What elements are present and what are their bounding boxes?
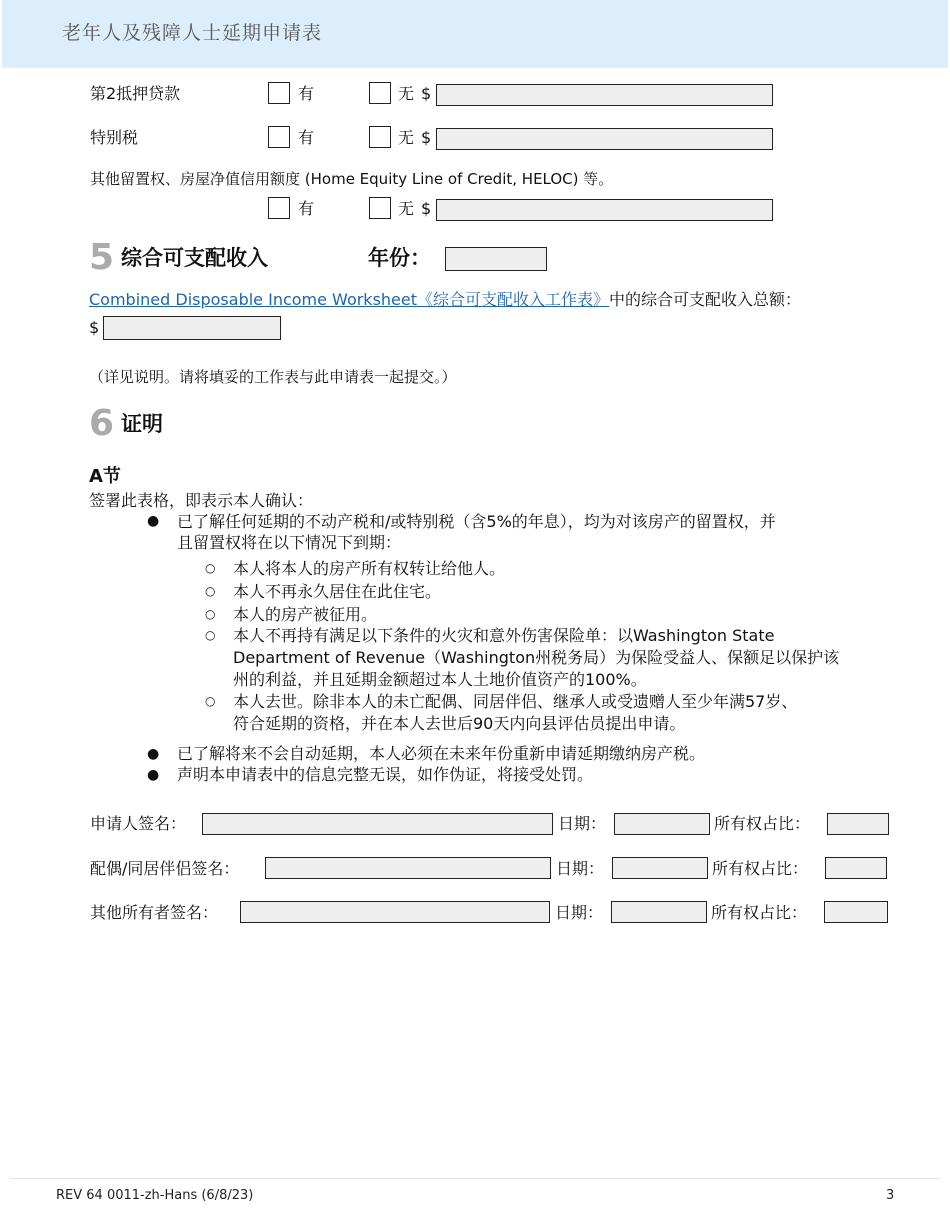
ownership-label: 所有权占比： [714, 814, 811, 833]
section-5-number: 5 [89, 237, 115, 278]
sub-item-5-line-1: 本人去世。除非本人的未亡配偶、同居伴侣、继承人或受遗赠人至少年满57岁、 [233, 692, 798, 711]
worksheet-line [89, 290, 801, 310]
special-tax-yes-checkbox[interactable] [268, 126, 290, 148]
year-label: 年份： [368, 246, 431, 270]
certification-intro: 签署此表格，即表示本人确认： [89, 491, 314, 510]
sub-item-1: 本人将本人的房产所有权转让给他人。 [233, 559, 506, 578]
no-label: 无 [398, 128, 415, 147]
section-5-title: 综合可支配收入 [121, 246, 268, 270]
worksheet-note: （详见说明。请将填妥的工作表与此申请表一起提交。） [89, 368, 457, 386]
yes-label: 有 [298, 199, 315, 218]
sub-item-2: 本人不再永久居住在此住宅。 [233, 582, 442, 601]
bullet-1-line-2: 且留置权将在以下情况下到期： [177, 533, 402, 552]
other-liens-label: 其他留置权、房屋净值信用额度 (Home Equity Line of Credit, HELOC) 等。 [90, 170, 614, 188]
worksheet-total-text: 中的综合可支配收入总额： [609, 290, 802, 309]
applicant-signature-label: 申请人签名： [90, 814, 187, 833]
currency-symbol: $ [421, 199, 432, 218]
other-owner-ownership-field[interactable] [824, 901, 888, 923]
applicant-signature-field[interactable] [202, 813, 553, 835]
circle-bullet-icon: ○ [205, 561, 216, 575]
special-tax-no-checkbox[interactable] [369, 126, 391, 148]
page-title: 老年人及残障人士延期申请表 [62, 22, 323, 44]
year-field[interactable] [445, 247, 547, 271]
yes-label: 有 [298, 84, 315, 103]
other-liens-no-checkbox[interactable] [369, 197, 391, 219]
ownership-label: 所有权占比： [711, 903, 808, 922]
other-liens-yes-checkbox[interactable] [268, 197, 290, 219]
spouse-date-field[interactable] [612, 857, 708, 879]
spouse-ownership-field[interactable] [825, 857, 887, 879]
other-owner-signature-field[interactable] [240, 901, 550, 923]
worksheet-link[interactable]: Combined Disposable Income Worksheet《综合可支配收入工作表》 [89, 290, 610, 309]
bullet-icon: ● [147, 513, 160, 529]
bullet-3: 声明本申请表中的信息完整无误，如作伪证，将接受处罚。 [177, 765, 594, 784]
other-owner-signature-label: 其他所有者签名： [90, 903, 219, 922]
bullet-icon: ● [147, 746, 160, 762]
currency-symbol: $ [421, 128, 432, 147]
date-label: 日期： [558, 814, 607, 833]
page-number: 3 [886, 1188, 895, 1203]
circle-bullet-icon: ○ [205, 628, 216, 642]
footer-divider [10, 1178, 940, 1179]
circle-bullet-icon: ○ [205, 584, 216, 598]
sub-item-4-line-2: Department of Revenue（Washington州税务局）为保险受益人、保额足以保护该 [233, 648, 840, 667]
sub-item-4-line-1: 本人不再持有满足以下条件的火灾和意外伤害保险单：以Washington State [233, 626, 775, 645]
no-label: 无 [398, 84, 415, 103]
part-a-heading: A节 [89, 466, 121, 487]
no-label: 无 [398, 199, 415, 218]
ownership-label: 所有权占比： [712, 859, 809, 878]
special-tax-label: 特别税 [90, 128, 139, 147]
other-liens-amount-field[interactable] [436, 199, 773, 221]
form-id: REV 64 0011-zh-Hans (6/8/23) [56, 1188, 254, 1203]
date-label: 日期： [556, 859, 605, 878]
bullet-2: 已了解将来不会自动延期，本人必须在未来年份重新申请延期缴纳房产税。 [177, 744, 706, 763]
bullet-icon: ● [147, 767, 160, 783]
applicant-date-field[interactable] [614, 813, 710, 835]
applicant-ownership-field[interactable] [827, 813, 889, 835]
spouse-signature-field[interactable] [265, 857, 551, 879]
bullet-1-line-1: 已了解任何延期的不动产税和/或特别税（含5%的年息），均为对该房产的留置权，并 [177, 512, 776, 531]
section-6-title: 证明 [121, 412, 163, 436]
second-mortgage-label: 第2抵押贷款 [90, 84, 181, 103]
second-mortgage-yes-checkbox[interactable] [268, 82, 290, 104]
section-6-number: 6 [89, 403, 115, 444]
second-mortgage-no-checkbox[interactable] [369, 82, 391, 104]
sub-item-5-line-2: 符合延期的资格，并在本人去世后90天内向县评估员提出申请。 [233, 714, 686, 733]
circle-bullet-icon: ○ [205, 694, 216, 708]
currency-symbol: $ [421, 84, 432, 103]
date-label: 日期： [555, 903, 604, 922]
other-owner-date-field[interactable] [611, 901, 707, 923]
special-tax-amount-field[interactable] [436, 128, 773, 150]
combined-income-field[interactable] [103, 316, 281, 340]
currency-symbol: $ [89, 318, 100, 337]
yes-label: 有 [298, 128, 315, 147]
second-mortgage-amount-field[interactable] [436, 84, 773, 106]
sub-item-3: 本人的房产被征用。 [233, 605, 378, 624]
sub-item-4-line-3: 州的利益，并且延期金额超过本人土地价值资产的100%。 [233, 670, 647, 689]
circle-bullet-icon: ○ [205, 607, 216, 621]
spouse-signature-label: 配偶/同居伴侣签名： [90, 859, 240, 878]
